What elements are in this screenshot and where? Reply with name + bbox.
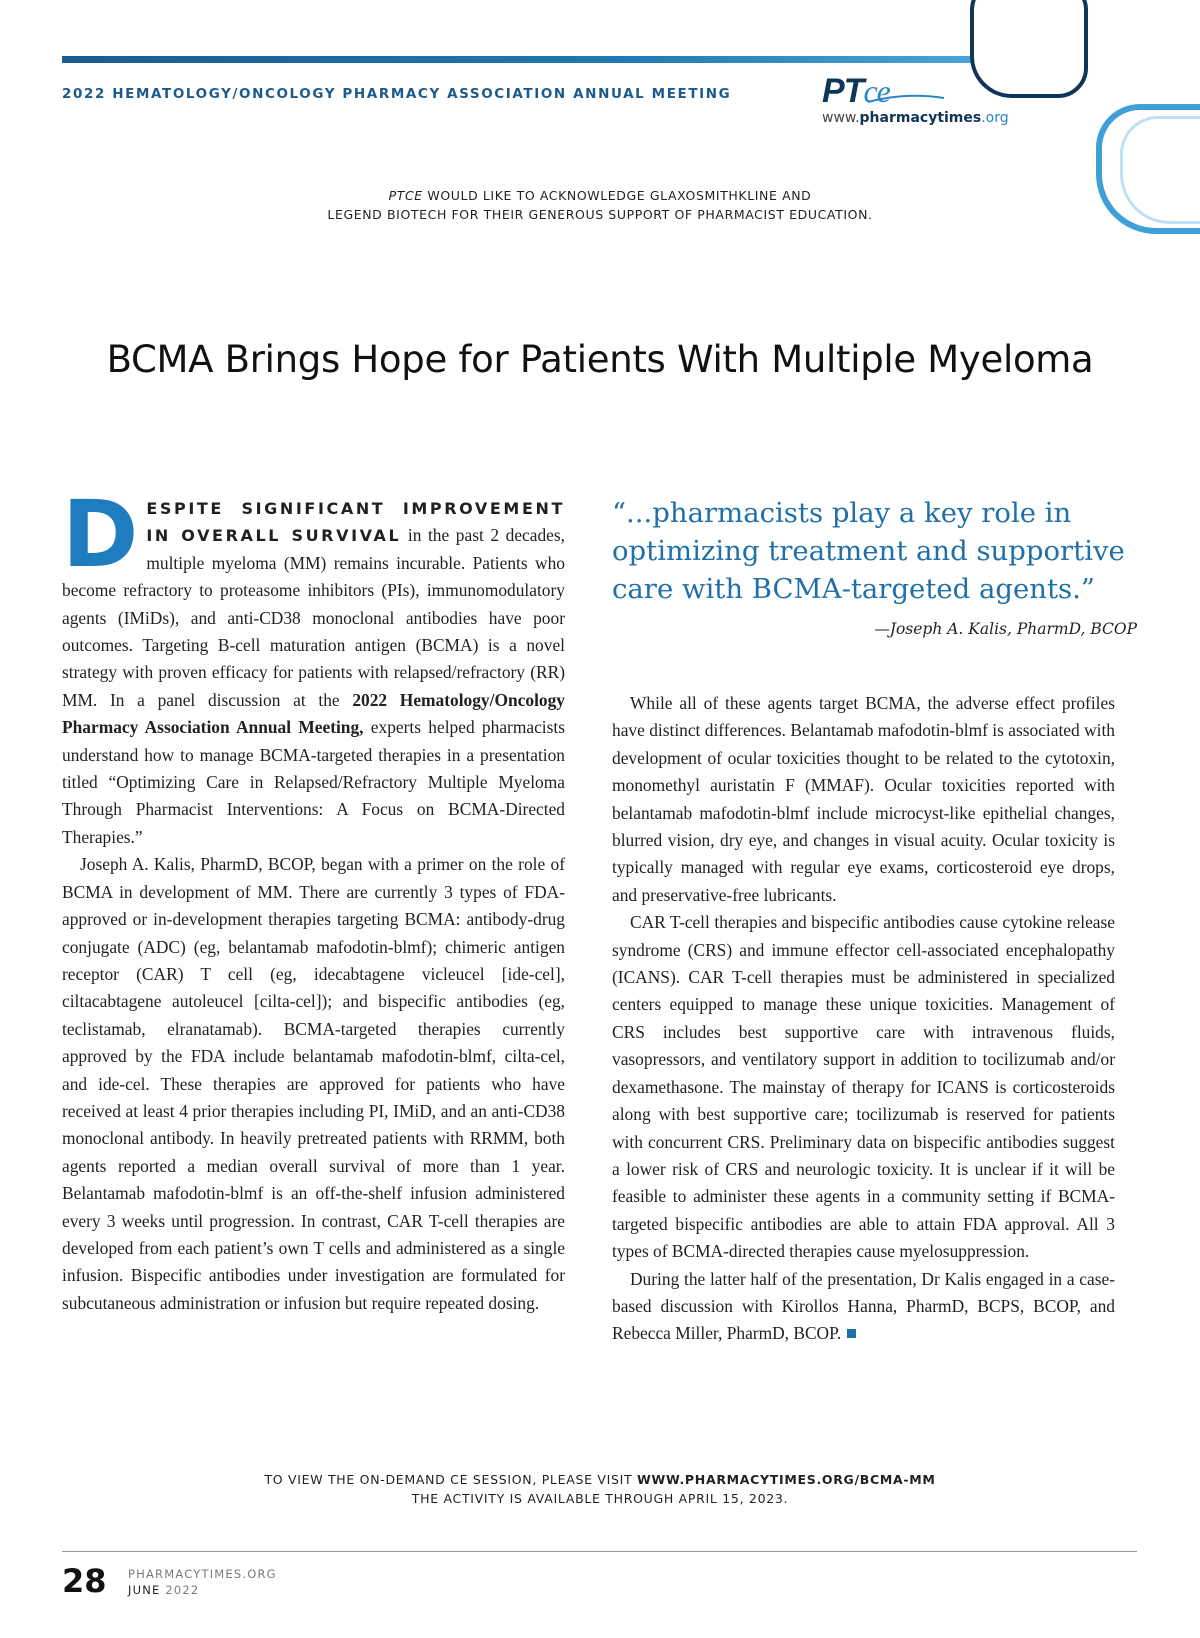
- meeting-name-bold: 2022 Hematology/Oncology Pharmacy Association Annual Meeting,: [62, 689, 565, 738]
- paragraph-3: While all of these agents target BCMA, the adverse effect profiles have distinct differences. Belantamab mafodotin-blmf is associated with development of ocular toxicities thought to be related to the cytotoxin, monomethyl auristatin F (MMAF). Ocular toxicities reported with belantamab mafodotin-blmf include microcyst-like epithelial changes, blurred vision, dry eye, and changes in visual acuity. Ocular toxicity is typically managed with regular eye exams, corticosteroid eye drops, and preservative-free lubricants.: [612, 693, 1115, 905]
- meeting-title: 2022 HEMATOLOGY/ONCOLOGY PHARMACY ASSOCIATION ANNUAL MEETING: [62, 86, 732, 102]
- publication-info: [128, 1566, 277, 1598]
- issue-month: JUNE: [128, 1583, 161, 1597]
- paragraph-2: Joseph A. Kalis, PharmD, BCOP, began with a primer on the role of BCMA in development of MM. There are currently 3 types of FDA-approved or in-development therapies targeting BCMA: antibody-drug conjugate (ADC) (eg, belantamab mafodotin-blmf); chimeric antigen receptor (CAR) T cell (eg, idecabtagene vicleucel [ide-cel], ciltacabtagene autoleucel [cilta-cel]); and bispecific antibodies (eg, teclistamab, elranatamab). BCMA-targeted therapies currently approved by the FDA include belantamab mafodotin-blmf, cilta-cel, and ide-cel. These therapies are approved for patients who have received at least 4 prior therapies including PI, IMiD, and an anti-CD38 monoclonal antibody. In heavily pretreated patients with RRMM, both agents reported a median overall survival of more than 1 year. Belantamab mafodotin-blmf is an off-the-shelf infusion administered every 3 weeks until progression. In contrast, CAR T-cell therapies are developed from each patient’s own T cells and administered as a single infusion. Bispecific antibodies under investigation are formulated for subcutaneous administration or infusion but require repeated dosing.: [62, 854, 565, 1313]
- footer-divider: [62, 1551, 1137, 1552]
- article-column-right: [612, 690, 1115, 1348]
- drop-cap: D: [62, 481, 139, 588]
- pull-quote-attribution: —Joseph A. Kalis, PharmD, BCOP: [874, 620, 1137, 638]
- logo-swoosh-icon: [866, 94, 946, 104]
- header-accent-bar: [62, 56, 982, 63]
- publication-name: PHARMACYTIMES.ORG: [128, 1567, 277, 1581]
- logo-url: www.pharmacytimes.org: [822, 110, 1009, 126]
- end-of-article-icon: [847, 1329, 856, 1338]
- issue-year: 2022: [165, 1583, 200, 1597]
- paragraph-1: DESPITE SIGNIFICANT IMPROVEMENT IN OVERALL SURVIVAL in the past 2 decades, multiple myeloma (MM) remains incurable. Patients who become refractory to proteasome inhibitors (PIs), immunomodulatory agents (IMiDs), and anti-CD38 monoclonal antibodies have poor outcomes. Targeting B-cell maturation antigen (BCMA) is a novel strategy with proven efficacy for patients with relapsed/refractory (RR) MM. In a panel discussion at the 2022 Hematology/Oncology Pharmacy Association Annual Meeting, experts helped pharmacists understand how to manage BCMA-targeted therapies in a presentation titled “Optimizing Care in Relapsed/Refractory Multiple Myeloma Through Pharmacist Interventions: A Focus on BCMA-Directed Therapies.”: [62, 481, 566, 847]
- ce-session-link[interactable]: WWW.PHARMACYTIMES.ORG/BCMA-MM: [637, 1472, 936, 1487]
- article-column-left: [62, 481, 566, 1317]
- lead-in: ESPITE SIGNIFICANT IMPROVEMENT IN OVERALL SURVIVAL: [146, 499, 565, 546]
- paragraph-5: During the latter half of the presentation, Dr Kalis engaged in a case-based discussion with Kirollos Hanna, PharmD, BCPS, BCOP, and Rebecca Miller, PharmD, BCOP.: [612, 1268, 1115, 1344]
- paragraph-4: CAR T-cell therapies and bispecific antibodies cause cytokine release syndrome (CRS) and immune effector cell-associated encephalopathy (ICANS). CAR T-cell therapies must be administered in specialized centers equipped to manage these unique toxicities. Management of CRS includes best supportive care with intravenous fluids, vasopressors, and ventilatory support in addition to tocilizumab and/or dexamethasone. The mainstay of therapy for ICANS is corticosteroids along with best supportive care; tocilizumab is reserved for patients with concurrent CRS. Preliminary data on bispecific antibodies suggest a lower risk of CRS and neurologic toxicity. It is unclear if it will be feasible to administer these agents in a community setting if BCMA-targeted bispecific antibodies are able to attain FDA approval. All 3 types of BCMA-directed therapies cause myelosuppression.: [612, 912, 1115, 1262]
- ptce-label: PTCE: [388, 188, 423, 203]
- ce-session-note: TO VIEW THE ON-DEMAND CE SESSION, PLEASE VISIT WWW.PHARMACYTIMES.ORG/BCMA-MM THE ACTIVITY IS AVAILABLE THROUGH APRIL 15, 2023.: [264, 1472, 936, 1506]
- ptce-logo: [822, 74, 1009, 126]
- sponsor-acknowledgment: PTCE WOULD LIKE TO ACKNOWLEDGE GLAXOSMITHKLINE AND LEGEND BIOTECH FOR THEIR GENEROUS SUPPORT OF PHARMACIST EDUCATION.: [327, 188, 873, 222]
- logo-ce: ce: [863, 73, 890, 109]
- page-number: 28: [62, 1562, 107, 1600]
- pull-quote: “...pharmacists play a key role in optimizing treatment and supportive care with BCMA-targeted agents.”: [612, 497, 1125, 605]
- logo-pt: PT: [822, 72, 864, 110]
- article-headline: BCMA Brings Hope for Patients With Multiple Myeloma: [106, 338, 1094, 381]
